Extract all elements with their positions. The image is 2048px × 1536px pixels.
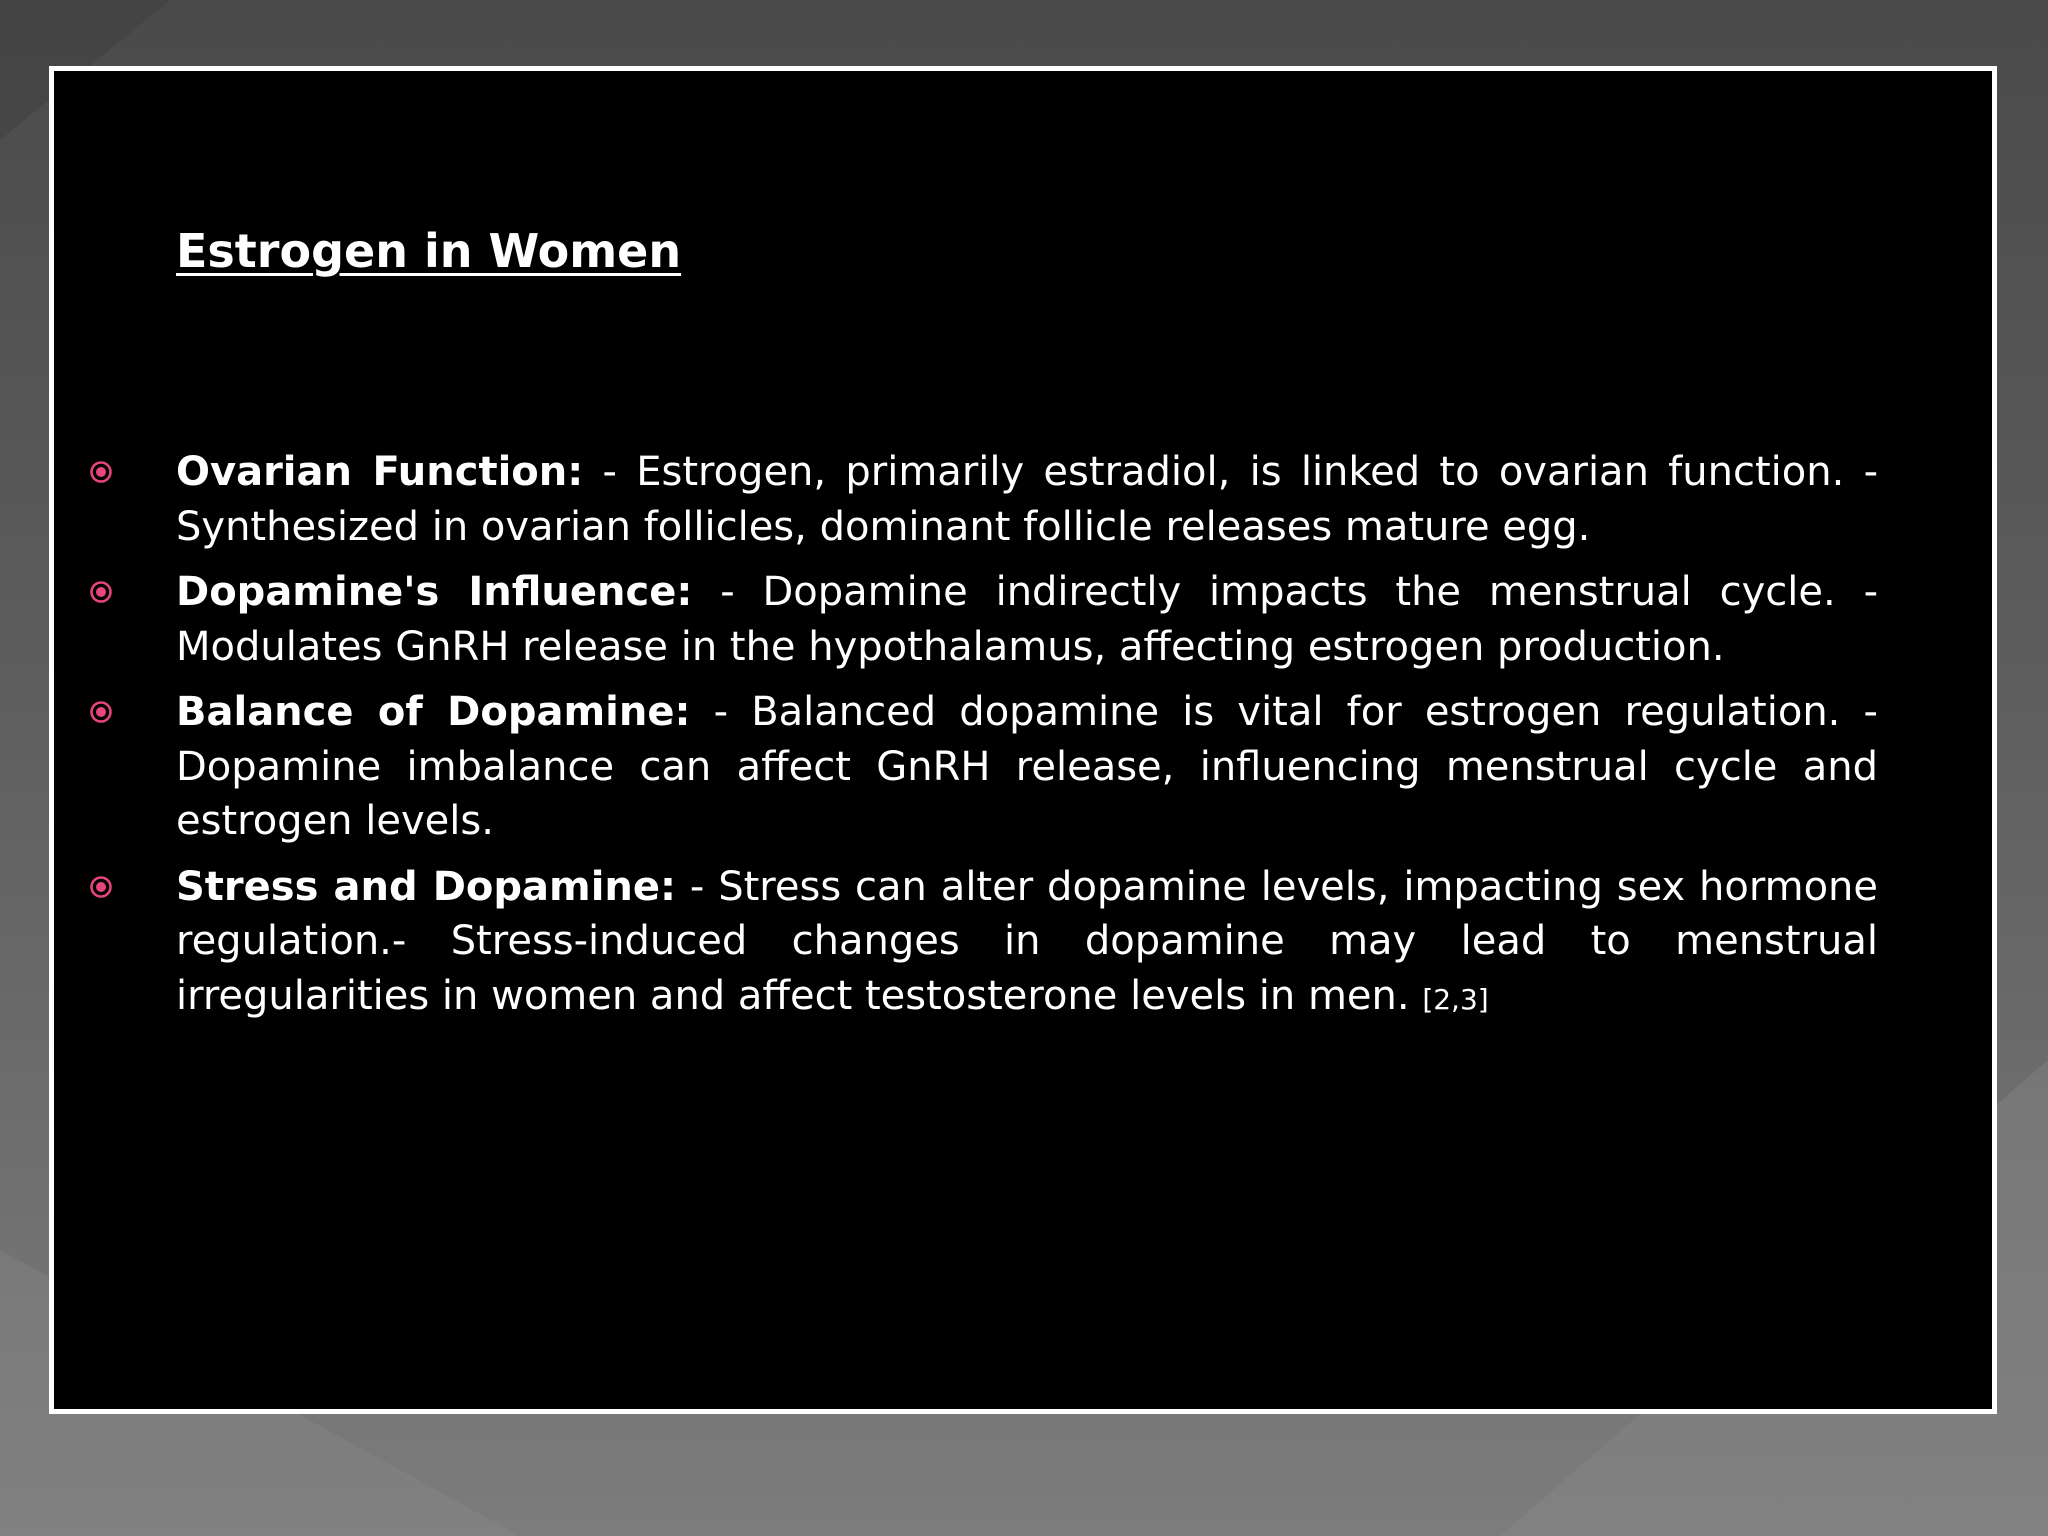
bullet-heading: Stress and Dopamine: [176, 863, 677, 910]
bullet-heading: Dopamine's Influence: [176, 569, 693, 615]
bullet-text: - Balanced dopamine is vital for estrogen regulation. - Dopamine imbalance can affect GnRH release, influencing menstrual cycle and estrogen levels. [176, 689, 1878, 844]
bullet-text: - Dopamine indirectly impacts the menstrual cycle. - Modulates GnRH release in the hypothalamus, affecting estrogen production. [176, 569, 1878, 670]
bullet-heading: Ovarian Function: [176, 449, 584, 495]
bullet-item [176, 860, 1878, 1028]
radio-dot-icon [89, 700, 113, 724]
bullet-item [176, 565, 1878, 674]
radio-dot-icon [89, 875, 113, 899]
radio-dot-icon [89, 580, 113, 604]
radio-dot-icon [89, 460, 113, 484]
citation-reference: [2,3] [1422, 982, 1489, 1016]
bullet-item [176, 445, 1878, 554]
bullet-heading: Balance of Dopamine: [176, 689, 691, 735]
bullet-list [176, 445, 1878, 1038]
bullet-text: - Estrogen, primarily estradiol, is linked to ovarian function. - Synthesized in ovarian follicles, dominant follicle releases mature egg. [176, 449, 1879, 550]
bullet-item [176, 685, 1878, 849]
bullet-text: - Stress can alter dopamine levels, impacting sex hormone regulation.- Stress-induced changes in dopamine may lead to menstrual irregularities in women and affect testosterone levels in men. [176, 863, 1879, 1019]
slide-title: Estrogen in Women [176, 224, 682, 278]
